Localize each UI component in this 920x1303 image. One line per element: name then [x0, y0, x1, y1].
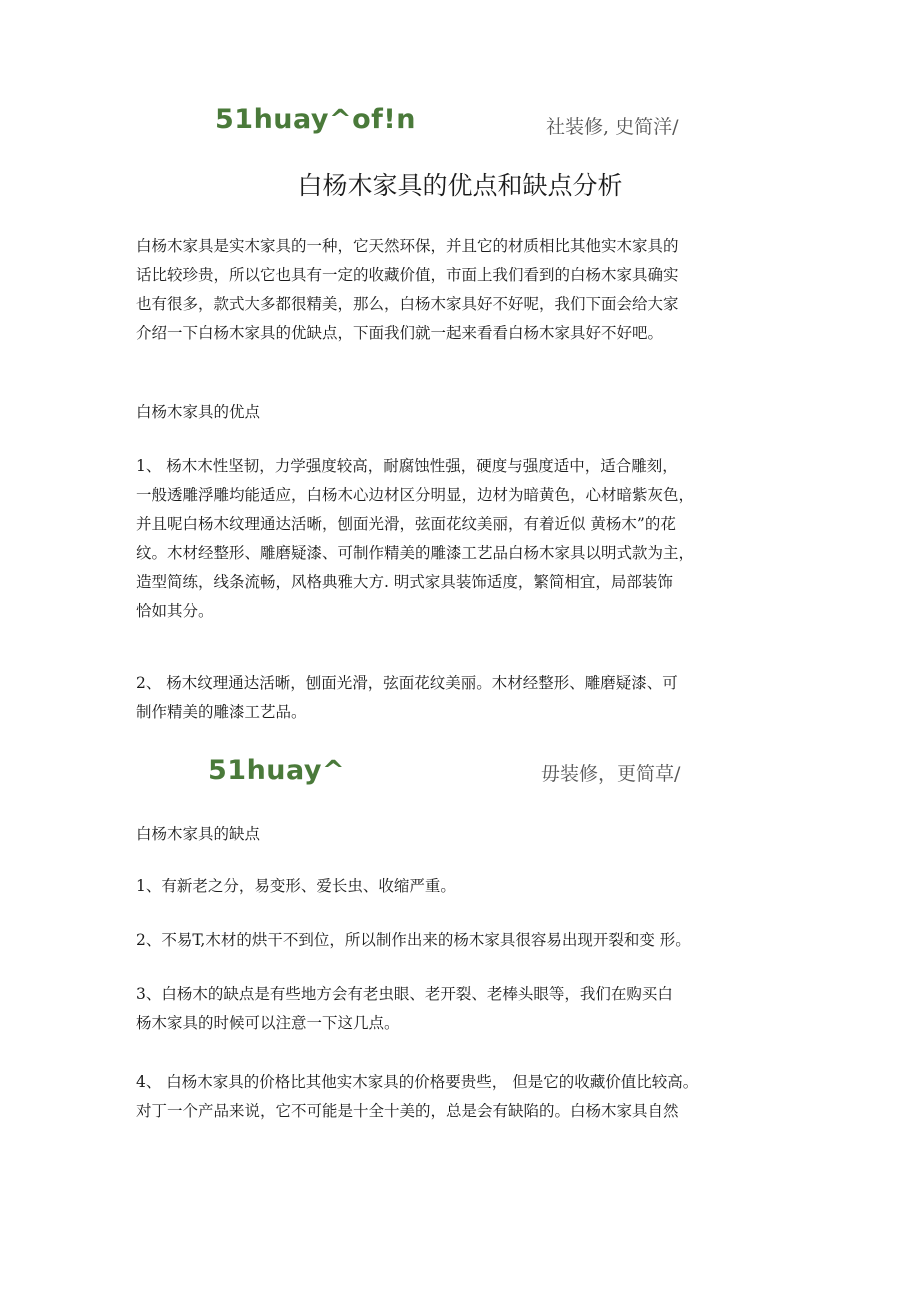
intro-paragraph [136, 232, 786, 348]
cons-item-line: 2、不易T,木材的烘干不到位，所以制作出来的杨木家具很容易出现开裂和变 形。 [136, 931, 691, 949]
pros-item-line: 1、 杨木木性坚韧，力学强度较高，耐腐蚀性强，硬度与强度适中，适合雕刻， [136, 457, 678, 475]
intro-line: 白杨木家具是实木家具的一种，它天然环保，并且它的材质相比其他实木家具的 [136, 237, 679, 255]
cons-item-1 [136, 872, 786, 901]
pros-item-line: 制作精美的雕漆工艺品。 [136, 703, 307, 721]
pros-item-2 [136, 669, 786, 727]
brand-logo: 51huay^ [208, 755, 346, 786]
cons-item-line: 1、有新老之分，易变形、爱长虫、收缩严重。 [136, 877, 456, 895]
brand-slogan: 毋装修，更简草/ [541, 763, 681, 785]
intro-line: 话比较珍贵，所以它也具有一定的收藏价值，市面上我们看到的白杨木家具确实 [136, 266, 679, 284]
pros-item-line: 并且呢白杨木纹理通达活晰，刨面光滑，弦面花纹美丽，有着近似 黄杨木”的花 [136, 515, 676, 533]
brand-logo: 51huay^of!n [215, 104, 416, 135]
cons-item-3 [136, 980, 786, 1038]
document-title: 白杨木家具的优点和缺点分析 [297, 171, 623, 200]
cons-item-line: 4、 白杨木家具的价格比其他实木家具的价格要贵些， 但是它的收藏价值比较高。 [136, 1073, 699, 1091]
intro-line: 介绍一下白杨木家具的优缺点，下面我们就一起来看看白杨木家具好不好吧。 [136, 324, 664, 342]
brand-header-middle [0, 755, 920, 795]
cons-heading: 白杨木家具的缺点 [136, 825, 261, 843]
cons-item-line: 对丁一个产品来说，它不可能是十全十美的，总是会有缺陷的。白杨木家具自然 [136, 1102, 679, 1120]
brand-slogan: 社装修, 史简洋/ [546, 116, 679, 138]
pros-item-line: 造型简练，线条流畅，风格典雅大方. 明式家具装饰适度，繁简相宜，局部装饰 [136, 573, 673, 591]
pros-item-1 [136, 452, 786, 626]
brand-header-top [0, 104, 920, 144]
cons-item-line: 3、白杨木的缺点是有些地方会有老虫眼、老开裂、老棒头眼等，我们在购买白 [136, 985, 673, 1003]
pros-item-line: 纹。木材经整形、雕磨疑漆、可制作精美的雕漆工艺品白杨木家具以明式款为主， [136, 544, 695, 562]
pros-item-line: 恰如其分。 [136, 602, 214, 620]
pros-item-line: 一般透雕浮雕均能适应，白杨木心边材区分明显，边材为暗黄色，心材暗紫灰色， [136, 486, 695, 504]
cons-item-4 [136, 1068, 786, 1126]
pros-item-line: 2、 杨木纹理通达活晰，刨面光滑，弦面花纹美丽。木材经整形、雕磨疑漆、可 [136, 674, 678, 692]
pros-heading: 白杨木家具的优点 [136, 403, 261, 421]
cons-item-2 [136, 926, 786, 955]
intro-line: 也有很多，款式大多都很精美，那么，白杨木家具好不好呢，我们下面会给大家 [136, 295, 679, 313]
cons-item-line: 杨木家具的时候可以注意一下这几点。 [136, 1014, 400, 1032]
